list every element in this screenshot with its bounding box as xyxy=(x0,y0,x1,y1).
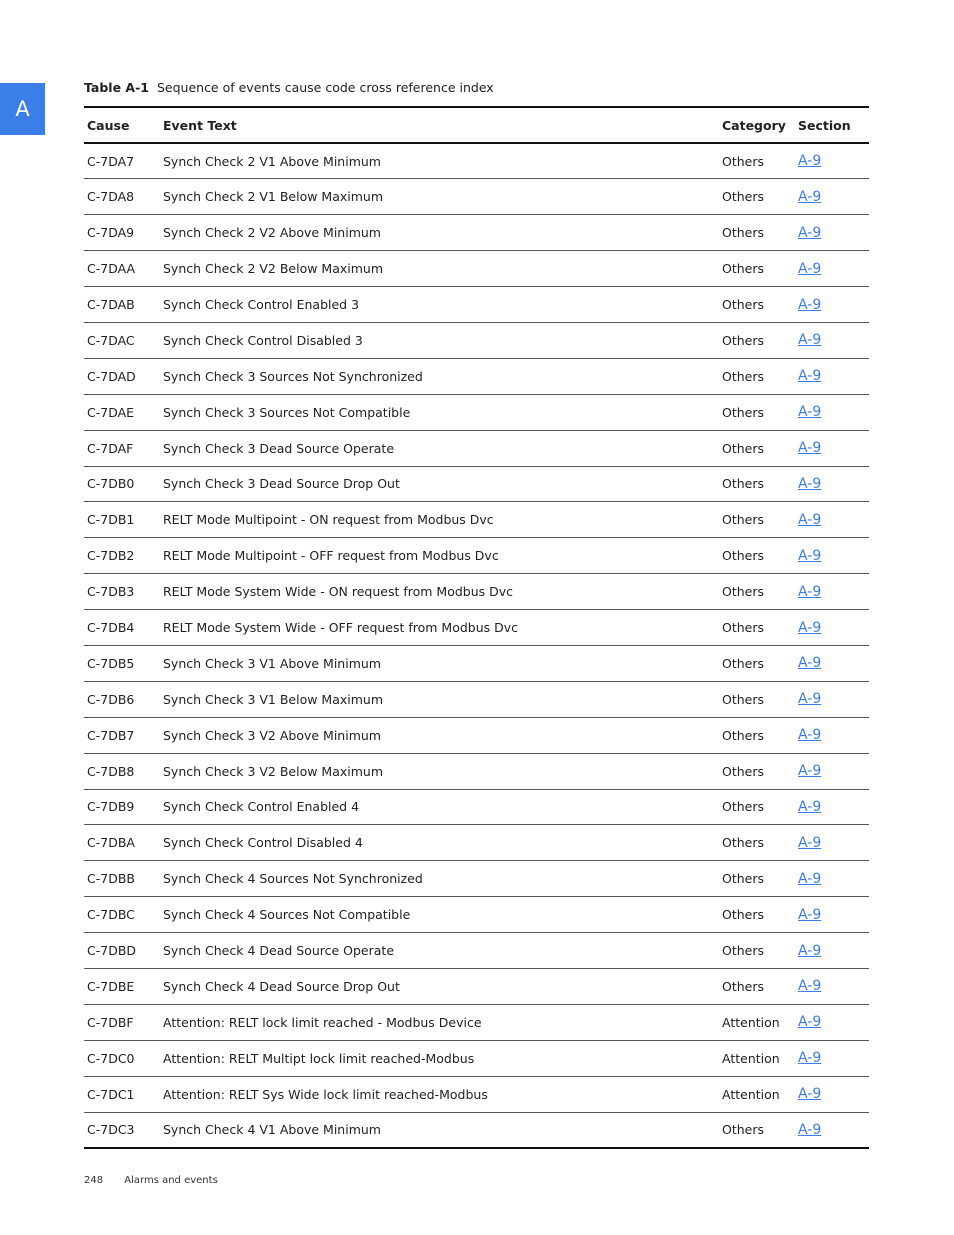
table-row xyxy=(84,825,869,861)
category-cell: Others xyxy=(722,620,765,636)
cause-code-cell: C-7DAC xyxy=(87,332,135,348)
table-row xyxy=(84,968,869,1004)
cause-code-cell: C-7DB5 xyxy=(87,655,135,671)
cause-code-cell: C-7DBD xyxy=(87,943,137,959)
category-cell: Others xyxy=(722,297,765,312)
table-row xyxy=(84,287,869,323)
event-text-cell: RELT Mode Multipoint - OFF request from Modbus Dvc xyxy=(163,548,499,564)
section-link[interactable]: A-9 xyxy=(798,978,822,995)
cause-code-cell: C-7DBC xyxy=(87,907,135,923)
table-row xyxy=(84,789,869,825)
cause-code-cell: C-7DAA xyxy=(87,261,136,277)
category-cell: Others xyxy=(722,153,765,169)
category-cell: Others xyxy=(722,404,765,420)
section-ref-cell xyxy=(795,610,869,646)
event-text-cell: Synch Check 4 Dead Source Drop Out xyxy=(163,978,400,994)
section-ref-cell xyxy=(795,933,869,969)
event-text-cell: Attention: RELT Multipt lock limit reached-Modbus xyxy=(163,1050,475,1066)
table-row xyxy=(84,538,869,574)
table-row xyxy=(84,251,869,287)
section-link[interactable]: A-9 xyxy=(798,475,822,492)
event-text-cell: Synch Check 3 V1 Below Maximum xyxy=(163,691,384,707)
cause-code-cell: C-7DB4 xyxy=(87,620,135,636)
section-link[interactable]: A-9 xyxy=(798,1014,822,1031)
section-link[interactable]: A-9 xyxy=(798,1121,822,1138)
event-text-cell: Synch Check 3 V2 Above Minimum xyxy=(163,727,381,743)
category-cell: Others xyxy=(722,476,765,492)
section-ref-cell xyxy=(795,502,869,538)
section-link[interactable]: A-9 xyxy=(798,368,822,385)
cause-code-cell: C-7DAF xyxy=(87,440,134,456)
section-link[interactable]: A-9 xyxy=(798,691,822,708)
section-ref-cell xyxy=(795,466,869,502)
table-row xyxy=(84,322,869,358)
cause-code-cell: C-7DBF xyxy=(87,1014,134,1030)
header-category: Category xyxy=(719,107,795,143)
section-ref-cell xyxy=(795,645,869,681)
table-row xyxy=(84,861,869,897)
table-row xyxy=(84,1040,869,1076)
section-ref-cell xyxy=(795,215,869,251)
section-link[interactable]: A-9 xyxy=(798,296,822,313)
table-row xyxy=(84,358,869,394)
section-ref-cell xyxy=(795,1076,869,1112)
section-ref-cell xyxy=(795,789,869,825)
cause-code-cell: C-7DB8 xyxy=(87,763,135,779)
cause-code-cell: C-7DB2 xyxy=(87,548,135,564)
section-link[interactable]: A-9 xyxy=(798,440,822,457)
event-text-cell: Synch Check 2 V2 Above Minimum xyxy=(163,225,381,241)
category-cell: Others xyxy=(722,871,765,887)
header-section: Section xyxy=(795,107,869,143)
cause-code-cell: C-7DC3 xyxy=(87,1122,135,1138)
section-ref-cell xyxy=(795,717,869,753)
cause-code-cell: C-7DB1 xyxy=(87,512,135,528)
section-tab-letter: A xyxy=(15,97,30,121)
section-ref-cell xyxy=(795,681,869,717)
category-cell: Others xyxy=(722,763,765,779)
section-link[interactable]: A-9 xyxy=(798,798,822,815)
event-text-cell: Synch Check 3 Dead Source Drop Out xyxy=(163,476,400,492)
section-tab xyxy=(0,83,45,135)
table-row xyxy=(84,681,869,717)
cause-code-cell: C-7DAE xyxy=(87,404,135,420)
section-link[interactable]: A-9 xyxy=(798,727,822,744)
section-ref-cell xyxy=(795,538,869,574)
section-link[interactable]: A-9 xyxy=(798,1086,822,1103)
cause-code-cell: C-7DB0 xyxy=(87,476,135,492)
table-caption xyxy=(84,80,494,95)
table-row xyxy=(84,394,869,430)
event-text-cell: RELT Mode System Wide - OFF request from Modbus Dvc xyxy=(163,620,519,636)
section-ref-cell xyxy=(795,861,869,897)
table-row xyxy=(84,143,869,179)
footer-section-title: Alarms and events xyxy=(124,1175,218,1186)
cause-code-cell: C-7DA7 xyxy=(87,153,135,169)
category-cell: Others xyxy=(722,907,765,923)
cause-code-cell: C-7DC0 xyxy=(87,1050,135,1066)
section-link[interactable]: A-9 xyxy=(798,153,822,170)
cause-code-cell: C-7DA8 xyxy=(87,189,135,205)
section-ref-cell xyxy=(795,322,869,358)
category-cell: Others xyxy=(722,799,765,815)
event-text-cell: Synch Check 4 Sources Not Compatible xyxy=(163,907,411,923)
table-row xyxy=(84,179,869,215)
cause-code-cell: C-7DAB xyxy=(87,297,135,312)
event-text-cell: Synch Check Control Enabled 4 xyxy=(163,799,360,815)
section-ref-cell xyxy=(795,143,869,179)
category-cell: Others xyxy=(722,835,765,851)
cause-code-cell: C-7DBA xyxy=(87,835,135,851)
event-text-cell: Synch Check 3 Sources Not Synchronized xyxy=(163,368,423,384)
section-ref-cell xyxy=(795,287,869,323)
category-cell: Others xyxy=(722,548,765,564)
section-link[interactable]: A-9 xyxy=(798,332,822,349)
section-ref-cell xyxy=(795,825,869,861)
section-link[interactable]: A-9 xyxy=(798,834,822,851)
event-text-cell: Synch Check 3 V1 Above Minimum xyxy=(163,655,381,671)
table-caption-text: Sequence of events cause code cross reference index xyxy=(156,80,494,95)
category-cell: Others xyxy=(722,261,765,277)
cause-code-cell: C-7DBE xyxy=(87,978,135,994)
section-link[interactable]: A-9 xyxy=(798,511,822,528)
category-cell: Others xyxy=(722,512,765,528)
cause-code-cell: C-7DBB xyxy=(87,871,135,887)
table-row xyxy=(84,897,869,933)
table-row xyxy=(84,1004,869,1040)
category-cell: Others xyxy=(722,189,765,205)
header-cause: Cause xyxy=(84,107,160,143)
table-header-row xyxy=(84,107,869,143)
category-cell: Others xyxy=(722,943,765,959)
table-row xyxy=(84,574,869,610)
section-link[interactable]: A-9 xyxy=(798,619,822,636)
cause-code-cell: C-7DC1 xyxy=(87,1086,135,1102)
event-text-cell: Synch Check 3 Sources Not Compatible xyxy=(163,404,411,420)
section-link[interactable]: A-9 xyxy=(798,547,822,564)
section-ref-cell xyxy=(795,394,869,430)
table-caption-label: Table A-1 xyxy=(84,80,149,95)
category-cell: Others xyxy=(722,332,765,348)
section-ref-cell xyxy=(795,1112,869,1148)
category-cell: Others xyxy=(722,1122,765,1138)
table-row xyxy=(84,466,869,502)
page-footer xyxy=(84,1175,218,1186)
table-row xyxy=(84,502,869,538)
section-ref-cell xyxy=(795,897,869,933)
cause-code-cell: C-7DB6 xyxy=(87,691,135,707)
cause-code-cell: C-7DA9 xyxy=(87,225,135,241)
category-cell: Others xyxy=(722,440,765,456)
category-cell: Attention xyxy=(722,1086,780,1102)
category-cell: Others xyxy=(722,655,765,671)
cause-code-cell: C-7DAD xyxy=(87,368,136,384)
table-row xyxy=(84,1112,869,1148)
table-row xyxy=(84,430,869,466)
table-row xyxy=(84,215,869,251)
event-text-cell: Synch Check 3 V2 Below Maximum xyxy=(163,763,384,779)
section-ref-cell xyxy=(795,358,869,394)
cause-code-cell: C-7DB7 xyxy=(87,727,135,743)
category-cell: Others xyxy=(722,225,765,241)
category-cell: Attention xyxy=(722,1050,780,1066)
header-event-text: Event Text xyxy=(160,107,719,143)
event-text-cell: RELT Mode System Wide - ON request from Modbus Dvc xyxy=(163,584,514,600)
section-link[interactable]: A-9 xyxy=(798,655,822,672)
event-text-cell: RELT Mode Multipoint - ON request from Modbus Dvc xyxy=(163,512,494,528)
cause-code-cell: C-7DB3 xyxy=(87,584,135,600)
page-number: 248 xyxy=(84,1175,104,1186)
event-text-cell: Synch Check Control Enabled 3 xyxy=(163,297,360,312)
table-row xyxy=(84,753,869,789)
category-cell: Attention xyxy=(722,1014,780,1030)
section-link[interactable]: A-9 xyxy=(798,1050,822,1067)
section-link[interactable]: A-9 xyxy=(798,870,822,887)
cause-code-cell: C-7DB9 xyxy=(87,799,135,815)
section-link[interactable]: A-9 xyxy=(798,906,822,923)
event-text-cell: Attention: RELT lock limit reached - Modbus Device xyxy=(163,1014,482,1030)
table-row xyxy=(84,933,869,969)
event-text-cell: Attention: RELT Sys Wide lock limit reached-Modbus xyxy=(163,1086,488,1102)
section-link[interactable]: A-9 xyxy=(798,260,822,277)
section-ref-cell xyxy=(795,1004,869,1040)
table-row xyxy=(84,1076,869,1112)
section-ref-cell xyxy=(795,251,869,287)
section-ref-cell xyxy=(795,179,869,215)
category-cell: Others xyxy=(722,368,765,384)
event-text-cell: Synch Check 2 V2 Below Maximum xyxy=(163,261,384,277)
event-text-cell: Synch Check 2 V1 Above Minimum xyxy=(163,153,381,169)
section-link[interactable]: A-9 xyxy=(798,188,822,205)
event-text-cell: Synch Check 4 V1 Above Minimum xyxy=(163,1122,381,1138)
section-ref-cell xyxy=(795,968,869,1004)
cause-code-table xyxy=(84,106,869,1149)
section-ref-cell xyxy=(795,574,869,610)
section-link[interactable]: A-9 xyxy=(798,404,822,421)
section-link[interactable]: A-9 xyxy=(798,942,822,959)
event-text-cell: Synch Check 2 V1 Below Maximum xyxy=(163,189,384,205)
category-cell: Others xyxy=(722,691,765,707)
table-row xyxy=(84,645,869,681)
category-cell: Others xyxy=(722,584,765,600)
section-link[interactable]: A-9 xyxy=(798,224,822,241)
event-text-cell: Synch Check Control Disabled 3 xyxy=(163,332,363,348)
section-link[interactable]: A-9 xyxy=(798,763,822,780)
table-row xyxy=(84,717,869,753)
section-ref-cell xyxy=(795,1040,869,1076)
section-link[interactable]: A-9 xyxy=(798,583,822,600)
event-text-cell: Synch Check Control Disabled 4 xyxy=(163,835,363,851)
section-ref-cell xyxy=(795,753,869,789)
table-body xyxy=(84,143,869,1148)
event-text-cell: Synch Check 3 Dead Source Operate xyxy=(163,440,395,456)
category-cell: Others xyxy=(722,978,765,994)
event-text-cell: Synch Check 4 Sources Not Synchronized xyxy=(163,871,423,887)
event-text-cell: Synch Check 4 Dead Source Operate xyxy=(163,943,395,959)
table-row xyxy=(84,610,869,646)
section-ref-cell xyxy=(795,430,869,466)
category-cell: Others xyxy=(722,727,765,743)
